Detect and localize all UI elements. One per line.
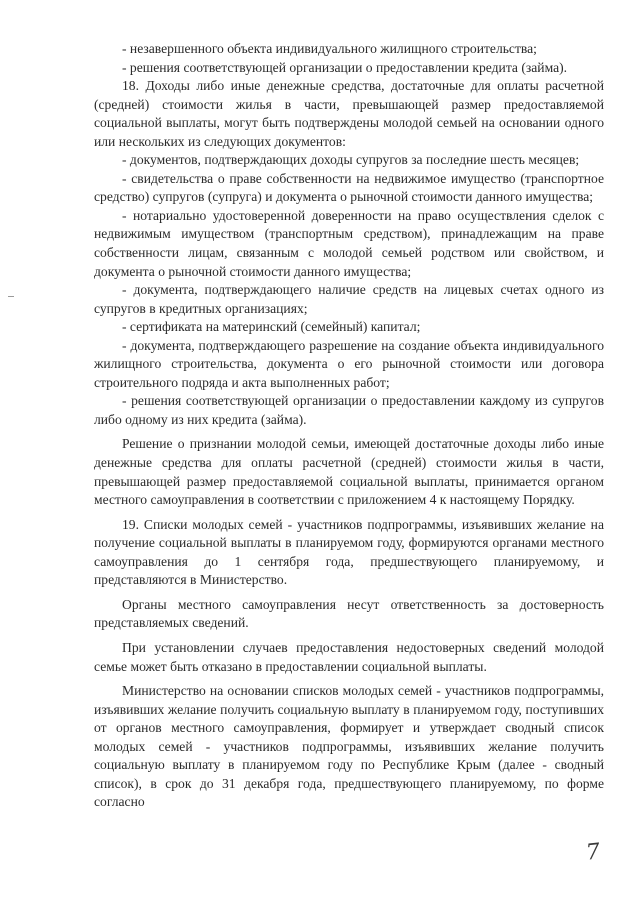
paragraph-item-9: - решения соответствующей организации о предоставлении каждому из супругов либо одному из них кредита (займа). (94, 393, 604, 427)
paragraph-ministry: Министерство на основании списков молодых семей - участников подпрограммы, изъявивших желание получить социальную выплату в планируемом году, поступивших от органов местного самоуправления, формирует и утверждает сводный список молодых семей - участников подпрограммы, изъявивших желание получить социальную выплату в планируемом году по Республике Крым (далее - сводный список), в срок до 31 декабря года, предшествующего планируемому, по форме согласно (94, 683, 604, 810)
paragraph-item-7: - сертификата на материнский (семейный) капитал; (122, 319, 421, 335)
paragraph-decision: Решение о признании молодой семьи, имеющей достаточные доходы либо иные денежные средства для оплаты расчетной (средней) стоимости жилья в части, превышающей размер предоставляемой социальной выплаты, принимается органом местного самоуправления в соответствии с приложением 4 к настоящему Порядку. (94, 436, 604, 508)
paragraph-item-4: - свидетельства о праве собственности на недвижимое имущество (транспортное средство) супругов (супруга) и документа о рыночной стоимости данного имущества; (94, 170, 604, 205)
margin-mark (8, 296, 14, 297)
paragraph-item-5: - нотариально удостоверенной доверенности на право осуществления сделок с недвижимым имуществом (транспортным средством), принадлежащим на праве собственности лицам, связанным с молодой семьей родством или свойством, и документа о рыночной стоимости данного имущества; (94, 207, 604, 279)
paragraph-clause-18: 18. Доходы либо иные денежные средства, достаточные для оплаты расчетной (средней) стоимости жилья в части, превышающей размер предоставляемой социальной выплаты, могут быть подтверждены молодой семьей на основании одного или нескольких из следующих документов: (94, 78, 604, 149)
paragraph-item-3: - документов, подтверждающих доходы супругов за последние шесть месяцев; (122, 152, 580, 168)
paragraph-clause-19: 19. Списки молодых семей - участников подпрограммы, изъявивших желание на получение социальной выплаты в планируемом году, формируются органами местного самоуправления до 1 сентября года, предшествующего планируемому, и представляются в Министерство. (94, 516, 604, 588)
paragraph-item-1: - незавершенного объекта индивидуального жилищного строительства; (122, 41, 537, 56)
paragraph-item-6: - документа, подтверждающего наличие средств на лицевых счетах одного из супругов в кредитных организациях; (94, 282, 604, 316)
paragraph-item-2: - решения соответствующей организации о предоставлении кредита (займа). (122, 59, 568, 75)
document-page (94, 40, 604, 812)
paragraph-responsibility: Органы местного самоуправления несут ответственность за достоверность представляемых сведений. (94, 596, 604, 631)
page-number: 7 (584, 839, 602, 866)
paragraph-item-8: - документа, подтверждающего разрешение на создание объекта индивидуального жилищного строительства, документа о его рыночной стоимости или договора строительного подряда и акта выполненных работ; (94, 337, 604, 390)
paragraph-refusal: При установлении случаев предоставления недостоверных сведений молодой семье может быть отказано в предоставлении социальной выплаты. (94, 639, 604, 674)
